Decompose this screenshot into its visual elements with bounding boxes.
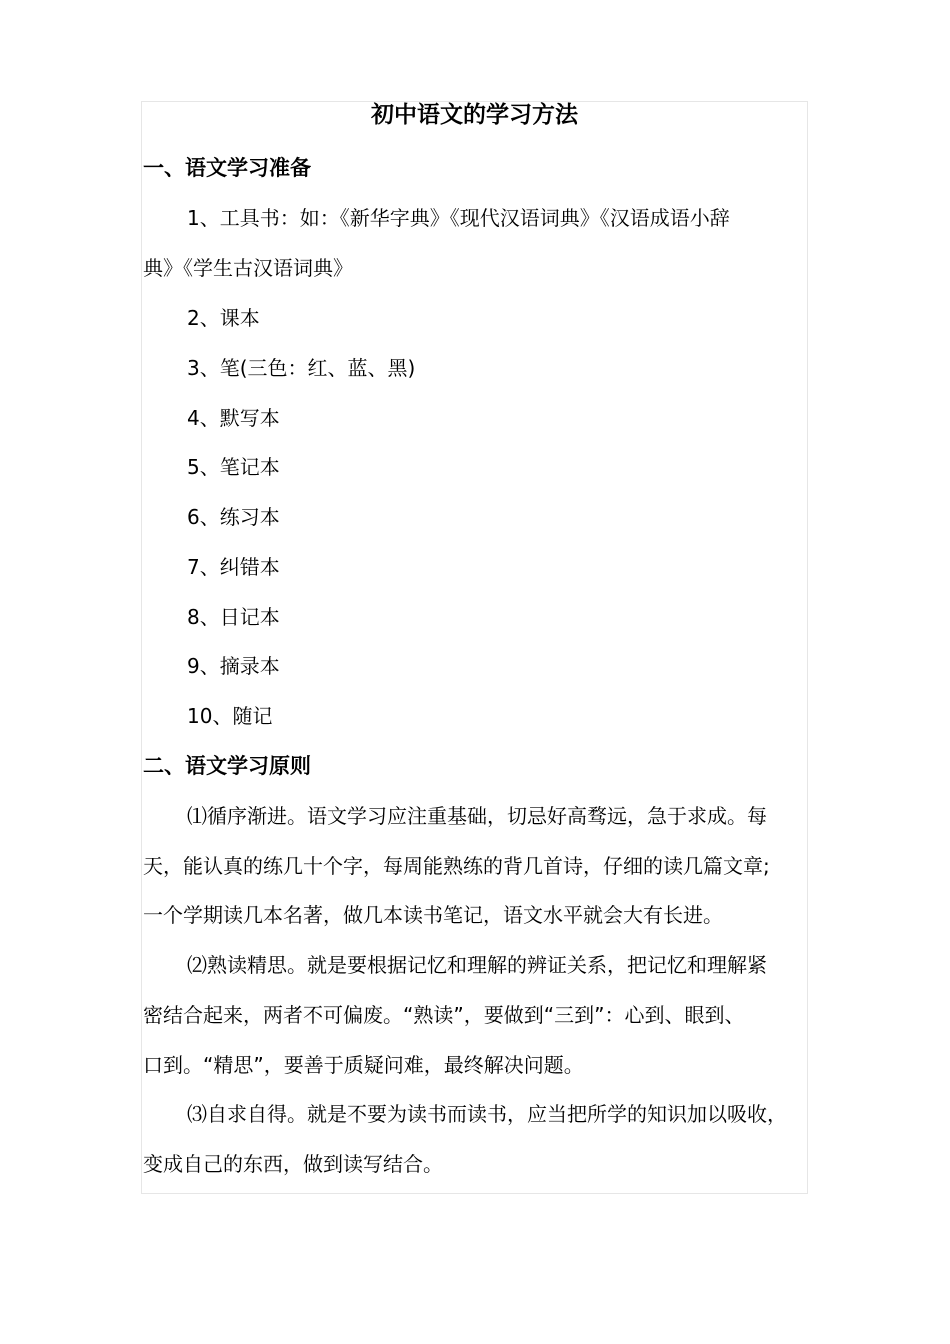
document-title: 初中语文的学习方法 — [371, 102, 578, 128]
paragraph-line: 变成自己的东西，做到读写结合。 — [143, 1152, 443, 1176]
paragraph-line: 一个学期读几本名著，做几本读书笔记，语文水平就会大有长进。 — [143, 903, 723, 927]
paragraph-line: 密结合起来，两者不可偏废。“熟读”，要做到“三到”：心到、眼到、 — [143, 1003, 745, 1027]
paragraph-line: ⑵熟读精思。就是要根据记忆和理解的辨证关系，把记忆和理解紧 — [187, 953, 767, 977]
list-item: 7、纠错本 — [187, 555, 280, 579]
list-item: 8、日记本 — [187, 605, 280, 629]
list-item-continuation: 典》《学生古汉语词典》 — [143, 256, 353, 280]
list-item: 10、随记 — [187, 704, 273, 728]
section-heading-principles: 二、语文学习原则 — [143, 754, 311, 778]
list-item: 9、摘录本 — [187, 654, 280, 678]
paragraph-line: ⑴循序渐进。语文学习应注重基础，切忌好高骛远，急于求成。每 — [187, 804, 767, 828]
list-item: 1、工具书：如：《新华字典》《现代汉语词典》《汉语成语小辞 — [187, 206, 730, 230]
section-heading-preparation: 一、语文学习准备 — [143, 156, 311, 180]
paragraph-line: 天，能认真的练几十个字，每周能熟练的背几首诗，仔细的读几篇文章; — [143, 854, 770, 878]
paragraph-line: 口到。“精思”，要善于质疑问难，最终解决问题。 — [143, 1053, 584, 1077]
list-item: 6、练习本 — [187, 505, 280, 529]
list-item: 4、默写本 — [187, 406, 280, 430]
list-item: 5、笔记本 — [187, 455, 280, 479]
list-item: 2、课本 — [187, 306, 260, 330]
list-item: 3、笔(三色：红、蓝、黑) — [187, 356, 416, 380]
paragraph-line: ⑶自求自得。就是不要为读书而读书，应当把所学的知识加以吸收， — [187, 1102, 787, 1126]
